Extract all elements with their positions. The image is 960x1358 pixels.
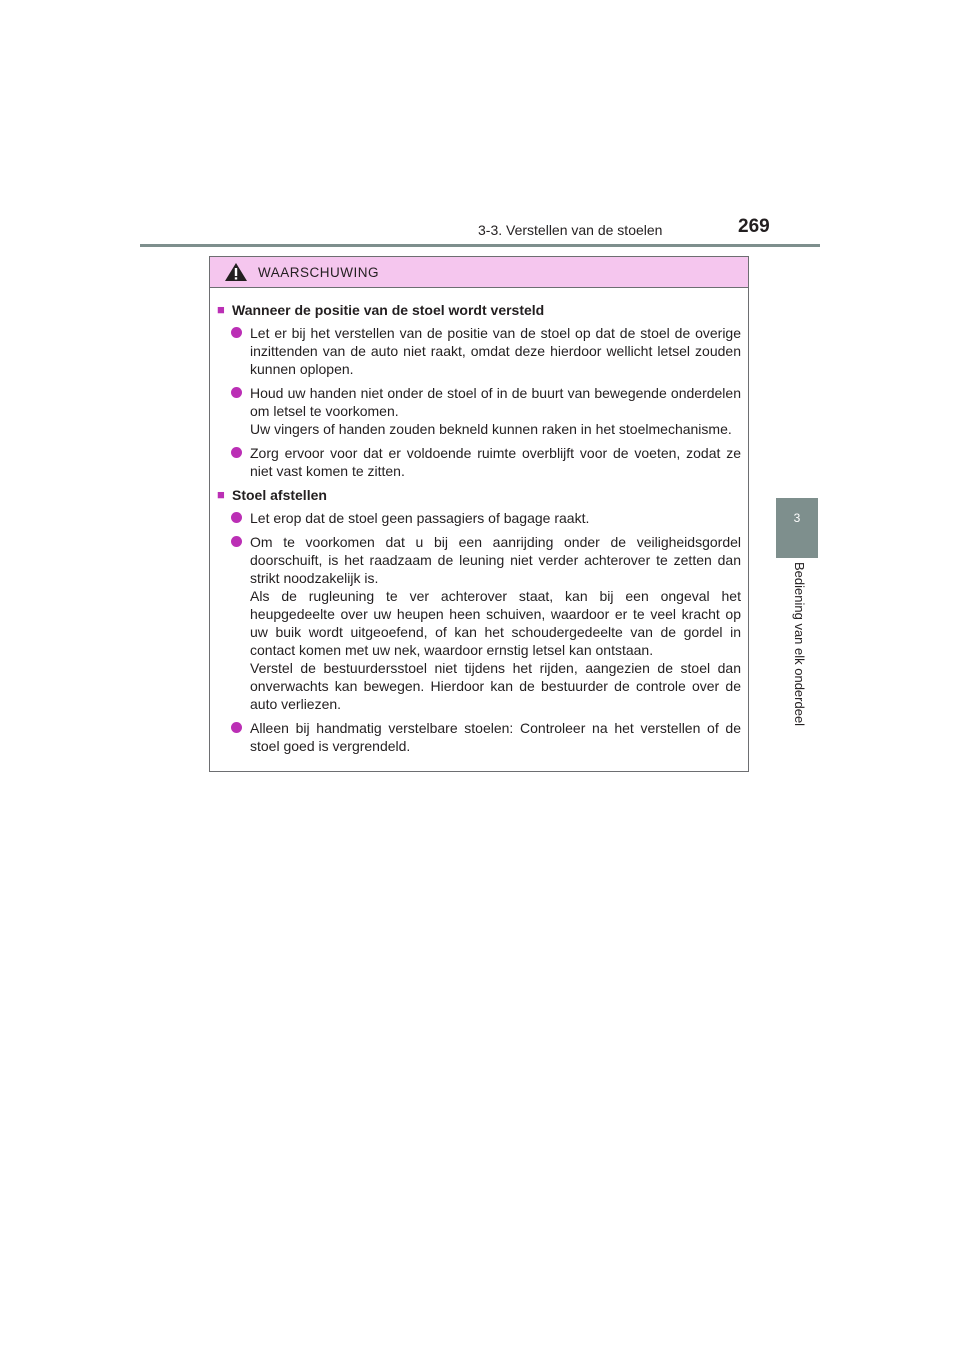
warning-section-heading bbox=[217, 301, 741, 319]
square-bullet-icon: ■ bbox=[217, 487, 225, 502]
bullet-text bbox=[250, 533, 741, 713]
bullet-dot-icon bbox=[231, 387, 242, 398]
bullet-text bbox=[250, 719, 741, 755]
page-number: 269 bbox=[738, 216, 770, 237]
bullet-dot-icon bbox=[231, 512, 242, 523]
bullet-dot-icon bbox=[231, 447, 242, 458]
warning-header bbox=[210, 257, 748, 288]
bullet-paragraph: Uw vingers of handen zouden bekneld kunnen raken in het stoelmechanisme. bbox=[250, 421, 732, 437]
bullet-text bbox=[250, 324, 741, 378]
chapter-label: Bediening van elk onderdeel bbox=[792, 562, 807, 727]
bullet-text bbox=[250, 444, 741, 480]
bullet-paragraph: Let er bij het verstellen van de positie van de stoel op dat de stoel de overige inzittenden van de auto niet raakt, omdat deze hierdoor wellicht letsel zouden kunnen oplopen. bbox=[250, 325, 741, 377]
square-bullet-icon: ■ bbox=[217, 302, 225, 317]
bullet-item bbox=[231, 444, 741, 480]
bullet-item bbox=[231, 384, 741, 438]
bullet-item bbox=[231, 533, 741, 713]
warning-triangle-icon bbox=[224, 262, 248, 282]
bullet-paragraph: Let erop dat de stoel geen passagiers of bagage raakt. bbox=[250, 510, 590, 526]
warning-section-heading bbox=[217, 486, 741, 504]
bullet-paragraph: Houd uw handen niet onder de stoel of in de buurt van bewegende onderdelen om letsel te voorkomen. bbox=[250, 385, 741, 419]
bullet-text bbox=[250, 509, 741, 527]
bullet-dot-icon bbox=[231, 722, 242, 733]
bullet-paragraph: Om te voorkomen dat u bij een aanrijding onder de veiligheidsgordel doorschuift, is het raadzaam de leuning niet verder achterover te zetten dan strikt noodzakelijk is. bbox=[250, 534, 741, 586]
warning-body bbox=[210, 288, 748, 755]
bullet-dot-icon bbox=[231, 536, 242, 547]
chapter-tab bbox=[776, 498, 818, 558]
header-rule bbox=[140, 244, 820, 247]
bullet-item bbox=[231, 324, 741, 378]
section-heading-text: Wanneer de positie van de stoel wordt versteld bbox=[232, 302, 545, 318]
bullet-text bbox=[250, 384, 741, 438]
bullet-item bbox=[231, 509, 741, 527]
warning-box bbox=[209, 256, 749, 772]
page-header bbox=[0, 0, 960, 250]
bullet-paragraph: Verstel de bestuurdersstoel niet tijdens het rijden, aangezien de stoel dan onverwachts kan bewegen. Hierdoor kan de bestuurder de controle over de auto verliezen. bbox=[250, 660, 741, 712]
bullet-paragraph: Als de rugleuning te ver achterover staat, kan bij een ongeval het heupgedeelte over uw heupen heen schuiven, waardoor er te veel kracht op uw buik wordt uitgeoefend, of kan het schoudergedeelte van de gordel in contact komen met uw nek, waardoor ernstig letsel kan ontstaan. bbox=[250, 588, 741, 658]
bullet-paragraph: Alleen bij handmatig verstelbare stoelen: Controleer na het verstellen of de stoel goed is vergrendeld. bbox=[250, 720, 741, 754]
section-heading-text: Stoel afstellen bbox=[232, 487, 327, 503]
bullet-dot-icon bbox=[231, 327, 242, 338]
warning-title: WAARSCHUWING bbox=[258, 264, 379, 280]
section-title: 3-3. Verstellen van de stoelen bbox=[478, 222, 663, 238]
bullet-item bbox=[231, 719, 741, 755]
bullet-paragraph: Zorg ervoor voor dat er voldoende ruimte overblijft voor de voeten, zodat ze niet vast komen te zitten. bbox=[250, 445, 741, 479]
chapter-number: 3 bbox=[793, 511, 801, 525]
